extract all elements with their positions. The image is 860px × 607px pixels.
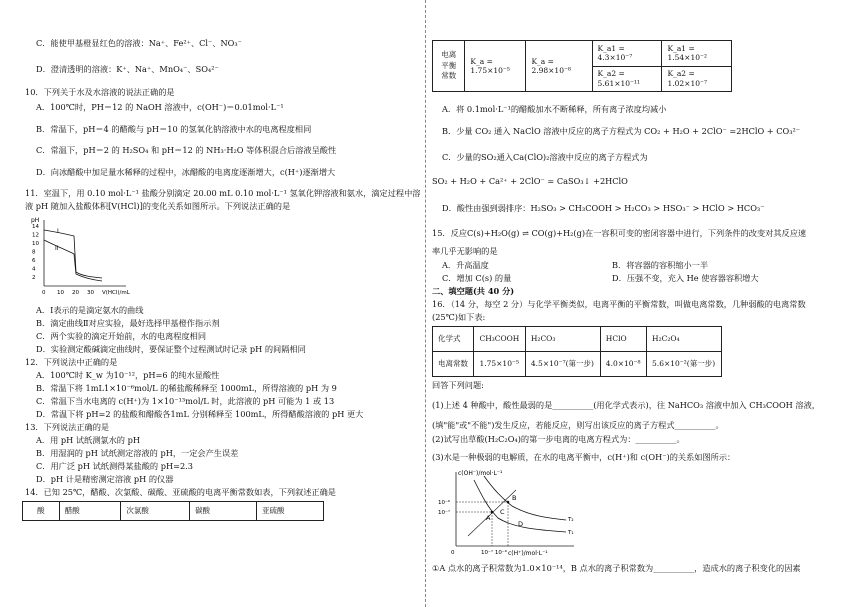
q15-option-a: A．升高温度 <box>442 260 489 270</box>
q11-option-c: C．两个实验的滴定开始前，水的电离程度相同 <box>36 331 207 341</box>
question-10: 10．下列关于水及水溶液的说法正确的是 <box>25 87 175 97</box>
sub-question-2: (2)试写出草酸(H₂C₂O₄)的第一步电离的电离方程式为：__________。 <box>432 434 685 444</box>
table-cell: 4.0×10⁻⁸ <box>600 352 646 377</box>
curve-ii <box>44 240 102 281</box>
question-11-line1: 11．室温下，用 0.10 mol·L⁻¹ 盐酸分别滴定 20.00 mL 0.10 mol·L⁻¹ 氢氧化钾溶液和氨水，滴定过程中溶 <box>25 188 421 198</box>
label-a: A <box>486 514 491 522</box>
q13-option-c: C．用广泛 pH 试纸测得某盐酸的 pH=2.3 <box>36 461 193 471</box>
q12-option-c: C．常温下当水电离的 c(H⁺)为 1×10⁻¹³mol/L 时，此溶液的 pH 可能为 1 或 13 <box>36 396 335 406</box>
question-13: 13．下列说法正确的是 <box>25 422 110 432</box>
y-axis-label: pH <box>31 217 40 224</box>
q11-option-a: A．Ⅰ表示的是滴定氨水的曲线 <box>36 305 144 315</box>
label-c: C <box>500 508 505 516</box>
acid-constant-table <box>432 326 722 377</box>
option-d: D．澄清透明的溶液：K⁺、Na⁺、MnO₄⁻、SO₄²⁻ <box>36 64 219 74</box>
x-axis-label: c(H⁺)/mol·L⁻¹ <box>508 550 548 557</box>
x-tick-1: 10⁻⁷ 10⁻⁶ <box>481 550 507 556</box>
x-tick-label: 0 <box>42 290 46 296</box>
q15-option-c: C．增加 C(s) 的量 <box>442 273 512 283</box>
y-tick-label: 12 <box>32 232 39 239</box>
q13-option-a: A．用 pH 试纸测氯水的 pH <box>36 435 140 445</box>
q10-option-b: B．常温下，pH＝4 的醋酸与 pH＝10 的氢氧化钠溶液中水的电离程度相同 <box>36 124 312 134</box>
option-c: C．能使甲基橙显红色的溶液：Na⁺、Fe²⁺、Cl⁻、NO₃⁻ <box>36 38 242 48</box>
point-a <box>491 511 494 514</box>
table-cell: K_a2 = 5.61×10⁻¹¹ <box>592 66 662 92</box>
q13-option-d: D．pH 计是精密测定溶液 pH 的仪器 <box>36 474 174 484</box>
table-cell: K_a = 2.98×10⁻⁸ <box>526 41 592 92</box>
table-cell: 醋酸 <box>59 502 121 521</box>
q14-option-c: C．少量的SO₂通入Ca(ClO)₂溶液中反应的离子方程式为 <box>442 152 648 162</box>
y-tick-2: 10⁻⁷ <box>438 510 451 516</box>
question-15-line1: 15．反应C(s)+H₂O(g) ⇌ CO(g)+H₂(g)在一容积可变的密闭容器中进行，下列条件的改变对其反应速 <box>432 228 807 238</box>
table-cell: 电离常数 <box>433 352 474 377</box>
point-b <box>507 501 510 504</box>
y-tick-labels <box>32 224 39 281</box>
q14-option-c-equation: SO₂ + H₂O + Ca²⁺ + 2ClO⁻ = CaSO₃↓ +2HClO <box>432 176 628 186</box>
table-cell: 碳酸 <box>190 502 257 521</box>
q14-option-a: A．将 0.1mol·L⁻¹的醋酸加水不断稀释，所有离子浓度均减小 <box>442 104 667 114</box>
q15-option-b: B．将容器的容积缩小一半 <box>612 260 709 270</box>
sub-question-1b: (填"能"或"不能")发生反应，若能反应，则写出该反应的离子方程式__________。 <box>432 420 724 430</box>
y-tick-label: 6 <box>32 258 36 264</box>
q10-option-c: C．常温下，pH＝2 的 H₂SO₄ 和 pH＝12 的 NH₃·H₂O 等体积混合后溶液呈酸性 <box>36 145 337 155</box>
sub-question-1: (1)上述 4 种酸中，酸性最弱的是__________(用化学式表示)，往 NaHCO₃ 溶液中加入 CH₃COOH 溶液， <box>432 400 820 410</box>
table-cell: CH₃COOH <box>474 327 525 352</box>
label-d: D <box>518 520 524 528</box>
x-tick-0: 0 <box>451 550 455 556</box>
table-cell: H₂C₂O₄ <box>647 327 722 352</box>
ionization-constant-table <box>432 40 732 92</box>
titration-chart <box>22 214 132 298</box>
q10-option-a: A．100℃时，PH＝12 的 NaOH 溶液中，c(OH⁻)＝0.01mol·L⁻¹ <box>36 102 284 112</box>
y-tick-label: 4 <box>32 266 36 273</box>
q12-option-d: D．常温下将 pH=2 的盐酸和醋酸各1mL 分别稀释至 100mL，所得醋酸溶液的 pH 更大 <box>36 409 364 419</box>
table-cell: 酸 <box>23 502 60 521</box>
x-tick-label: 30 <box>87 290 94 296</box>
section-heading: 二、填空题(共 40 分) <box>432 286 515 296</box>
x-tick-label: 20 <box>72 290 79 296</box>
question-15-line2: 率几乎无影响的是 <box>432 246 498 256</box>
answer-prompt: 回答下列问题: <box>432 380 484 390</box>
table-cell: 1.75×10⁻⁵ <box>474 352 525 377</box>
water-ionization-chart <box>434 466 584 558</box>
label-t2: T₂ <box>568 517 574 523</box>
table-cell: K_a = 1.75×10⁻⁵ <box>465 41 526 92</box>
table-cell: H₂CO₃ <box>525 327 600 352</box>
table-cell: 亚硫酸 <box>257 502 324 521</box>
table-cell: K_a2 = 1.02×10⁻⁷ <box>662 66 732 92</box>
table-cell: HClO <box>600 327 646 352</box>
q12-option-a: A．100℃时 K_w 为10⁻¹²，pH=6 的纯水显酸性 <box>36 370 220 380</box>
question-16-line1: 16．（14 分，每空 2 分）与化学平衡类似，电离平衡的平衡常数，叫做电离常数，几种弱酸的电离常数 <box>432 299 806 309</box>
y-tick-label: 8 <box>32 249 36 256</box>
table-cell: 电离平衡常数 <box>433 41 465 92</box>
y-tick-label: 14 <box>32 224 39 230</box>
x-tick-label: 10 <box>57 290 64 296</box>
table-cell: 次氯酸 <box>121 502 190 521</box>
q14-option-d: D．酸性由强到弱排序：H₂SO₃ > CH₃COOH > H₂CO₃ > HSO₃⁻ > HClO > HCO₃⁻ <box>442 203 765 213</box>
q11-option-d: D．实验测定酸碱滴定曲线时，要保证整个过程测试时记录 pH 的间隔相同 <box>36 344 306 354</box>
label-t1: T₁ <box>568 530 574 536</box>
table-cell: 化学式 <box>433 327 474 352</box>
q12-option-b: B．常温下将 1mL1×10⁻⁶mol/L 的稀盐酸稀释至 1000mL，所得溶液的 pH 为 9 <box>36 383 337 393</box>
column-divider <box>425 0 426 607</box>
question-16-line2: (25℃)如下表: <box>432 312 486 322</box>
q11-option-b: B．滴定曲线Ⅱ对应实验，最好选择甲基橙作指示剂 <box>36 318 220 328</box>
q10-option-d: D．向冰醋酸中加足量水稀释的过程中，冰醋酸的电离度逐渐增大，c(H⁺)逐渐增大 <box>36 167 336 177</box>
label-b: B <box>512 494 517 502</box>
table-cell: 5.6×10⁻²(第一步) <box>647 352 722 377</box>
x-tick-labels <box>42 290 94 296</box>
question-11-line2: 液 pH 随加入盐酸体积[V(HCl)]的变化关系如图所示。下列说法正确的是 <box>25 201 291 211</box>
table-cell: 4.5×10⁻⁷(第一步) <box>525 352 600 377</box>
x-axis-label: V(HCl)/mL <box>102 290 130 296</box>
curve-i <box>44 230 102 278</box>
curve-ii-label: II <box>55 245 59 252</box>
sub-question-3: (3)水是一种极弱的电解质，在水的电离平衡中，c(H⁺)和 c(OH⁻)的关系如图所示： <box>432 452 736 462</box>
q14-option-b: B．少量 CO₂ 通入 NaClO 溶液中反应的离子方程式为 CO₂ + H₂O + 2ClO⁻ =2HClO + CO₃²⁻ <box>442 126 801 136</box>
curve-i-label: I <box>57 228 59 235</box>
y-tick-label: 10 <box>32 241 39 247</box>
question-14: 14．已知 25℃，醋酸、次氯酸、碳酸、亚硫酸的电离平衡常数如表，下列叙述正确是 <box>25 487 336 497</box>
y-tick-label: 2 <box>32 275 36 281</box>
acid-table-header <box>22 501 324 521</box>
q13-option-b: B．用湿润的 pH 试纸测定溶液的 pH，一定会产生误差 <box>36 448 239 458</box>
curve-t2 <box>484 476 566 520</box>
table-cell: K_a1 = 1.54×10⁻² <box>662 41 732 67</box>
y-axis-label: c(OH⁻)/mol·L⁻¹ <box>458 470 503 477</box>
q15-option-d: D．压强不变，充入 He 使容器容积增大 <box>612 273 759 283</box>
y-tick-1: 10⁻⁶ <box>438 500 451 506</box>
sub-question-4: ①A 点水的离子积常数为1.0×10⁻¹⁴，B 点水的离子积常数为__________，造成水的离子积变化的因素 <box>432 563 801 573</box>
question-12: 12．下列说法中正确的是 <box>25 357 118 367</box>
table-cell: K_a1 = 4.3×10⁻⁷ <box>592 41 662 67</box>
